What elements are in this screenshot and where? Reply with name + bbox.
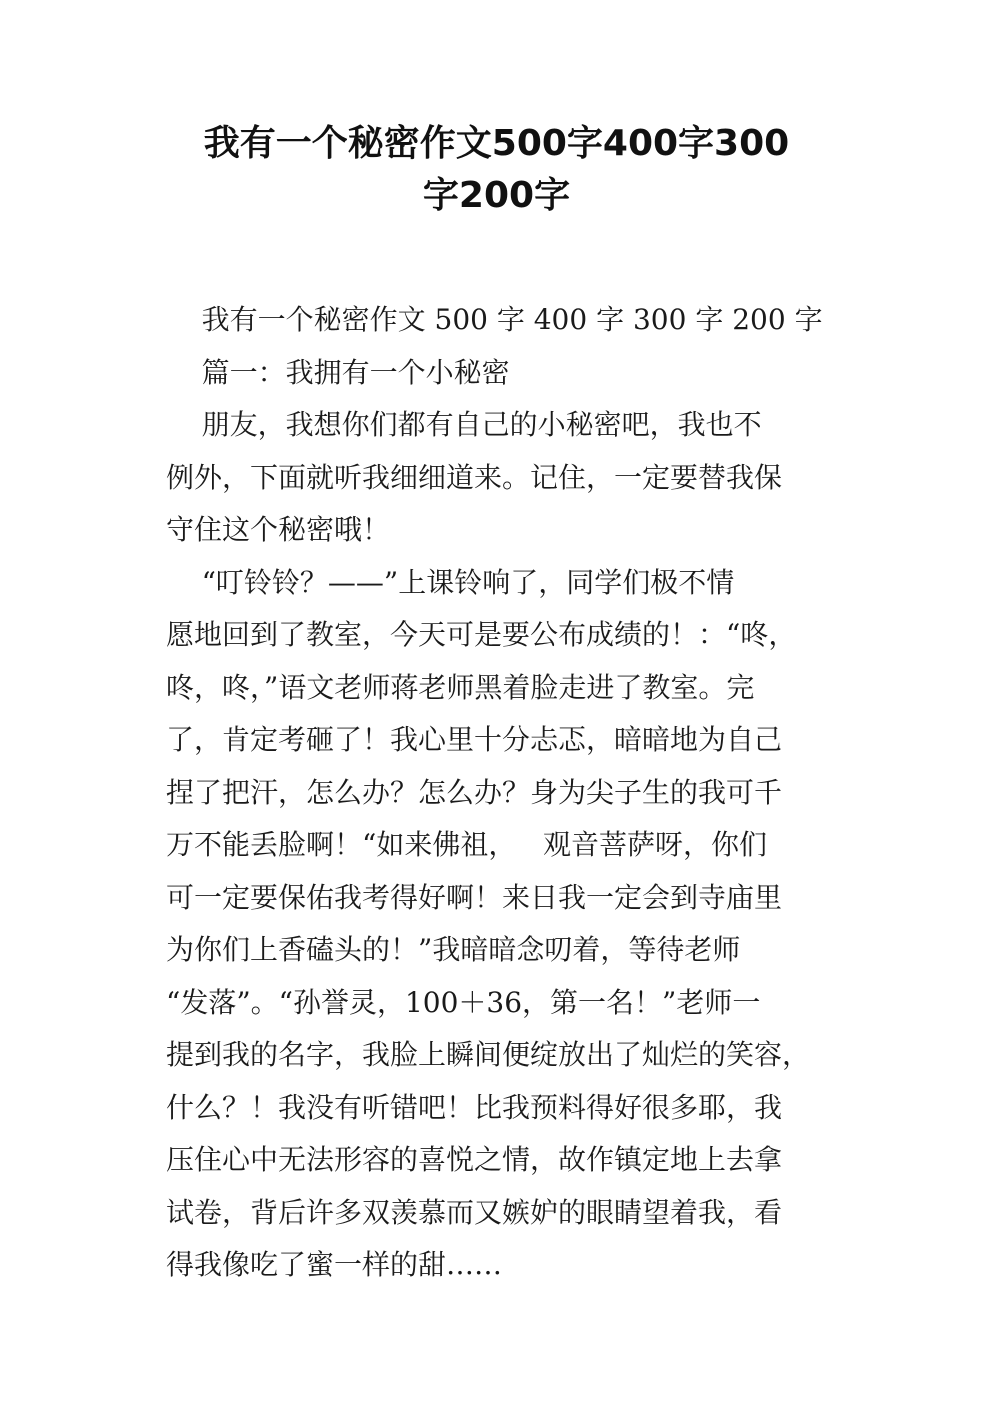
body-line: 万不能丢脸啊！“如来佛祖， 观音菩萨呀，你们	[166, 828, 768, 861]
body-line: 例外，下面就听我细细道来。记住，一定要替我保	[166, 460, 783, 494]
body-line: 什么？！我没有听错吧！比我预料得好很多耶，我	[166, 1090, 783, 1124]
body-line: 愿地回到了教室，今天可是要公布成绩的！：“咚，	[166, 618, 797, 651]
body-line: 试卷，背后许多双羡慕而又嫉妒的眼睛望着我，看	[166, 1195, 783, 1229]
body-line: “发落”。“孙誉灵，100＋36，第一名！”老师一	[166, 985, 761, 1019]
body-line: 朋友，我想你们都有自己的小秘密吧，我也不	[166, 408, 762, 441]
body-line: 篇一：我拥有一个小秘密	[166, 355, 510, 389]
body-line: 了，肯定考砸了！我心里十分忐忑，暗暗地为自己	[166, 723, 783, 756]
document-body	[166, 294, 834, 1292]
body-line: 压住心中无法形容的喜悦之情，故作镇定地上去拿	[166, 1143, 783, 1176]
body-line: 提到我的名字，我脸上瞬间便绽放出了灿烂的笑容，	[166, 1038, 811, 1071]
body-line: 咚，咚，”语文老师蒋老师黑着脸走进了教室。完	[166, 670, 755, 704]
document-title	[150, 118, 843, 222]
body-line: 为你们上香磕头的！”我暗暗念叨着，等待老师	[166, 933, 741, 966]
body-line: 守住这个秘密哦！	[166, 513, 391, 546]
body-line: 我有一个秘密作文 500 字 400 字 300 字 200 字	[166, 303, 823, 336]
body-line: 可一定要保佑我考得好啊！来日我一定会到寺庙里	[166, 880, 783, 914]
title-line-2: 字200字	[422, 175, 571, 216]
body-line: 得我像吃了蜜一样的甜……	[166, 1248, 503, 1281]
body-line: 捏了把汗，怎么办？怎么办？身为尖子生的我可千	[166, 775, 783, 809]
body-line: “叮铃铃？——”上课铃响了，同学们极不情	[166, 565, 735, 599]
title-line-1: 我有一个秘密作文500字400字300	[203, 123, 790, 164]
